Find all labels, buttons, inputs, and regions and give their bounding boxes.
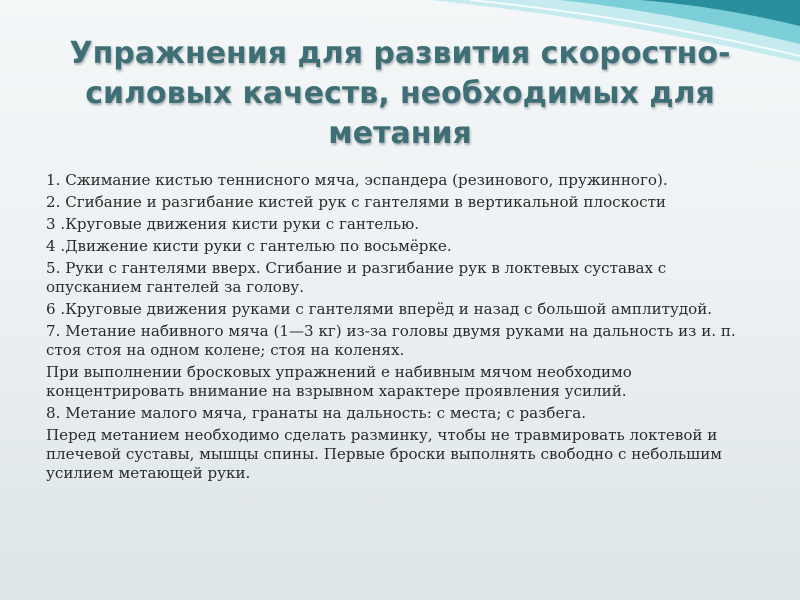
list-item: Перед метанием необходимо сделать разминку, чтобы не травмировать локтевой и плечевой суставы, мышцы спины. Первые броски выполнять свободно с небольшим усилием метающей руки. <box>46 426 723 482</box>
list-item: 8. Метание малого мяча, гранаты на дальность: с места; с разбега. <box>46 404 587 422</box>
slide-title: Упражнения для развития скоростно-силовых качеств, необходимых для метания <box>69 36 731 151</box>
list-item: 7. Метание набивного мяча (1—3 кг) из-за головы двумя руками на дальность из и. п. стоя стоя на одном колене; стоя на коленях. <box>46 322 736 359</box>
list-item: 3 .Круговые движения кисти руки с гантелью. <box>46 215 420 233</box>
exercise-list <box>46 171 766 486</box>
list-item: 5. Руки с гантелями вверх. Сгибание и разгибание рук в локтевых суставах с опусканием гантелей за голову. <box>46 259 667 296</box>
list-item: 2. Сгибание и разгибание кистей рук с гантелями в вертикальной плоскости <box>46 193 666 211</box>
list-item: 1. Сжимание кистью теннисного мяча, эспандера (резинового, пружинного). <box>46 171 668 189</box>
list-item: При выполнении бросковых упражнений е набивным мячом необходимо концентрировать внимание на взрывном характере проявления усилий. <box>46 363 632 400</box>
list-item: 4 .Движение кисти руки с гантелью по восьмёрке. <box>46 237 452 255</box>
list-item: 6 .Круговые движения руками с гантелями вперёд и назад с большой амплитудой. <box>46 300 713 318</box>
